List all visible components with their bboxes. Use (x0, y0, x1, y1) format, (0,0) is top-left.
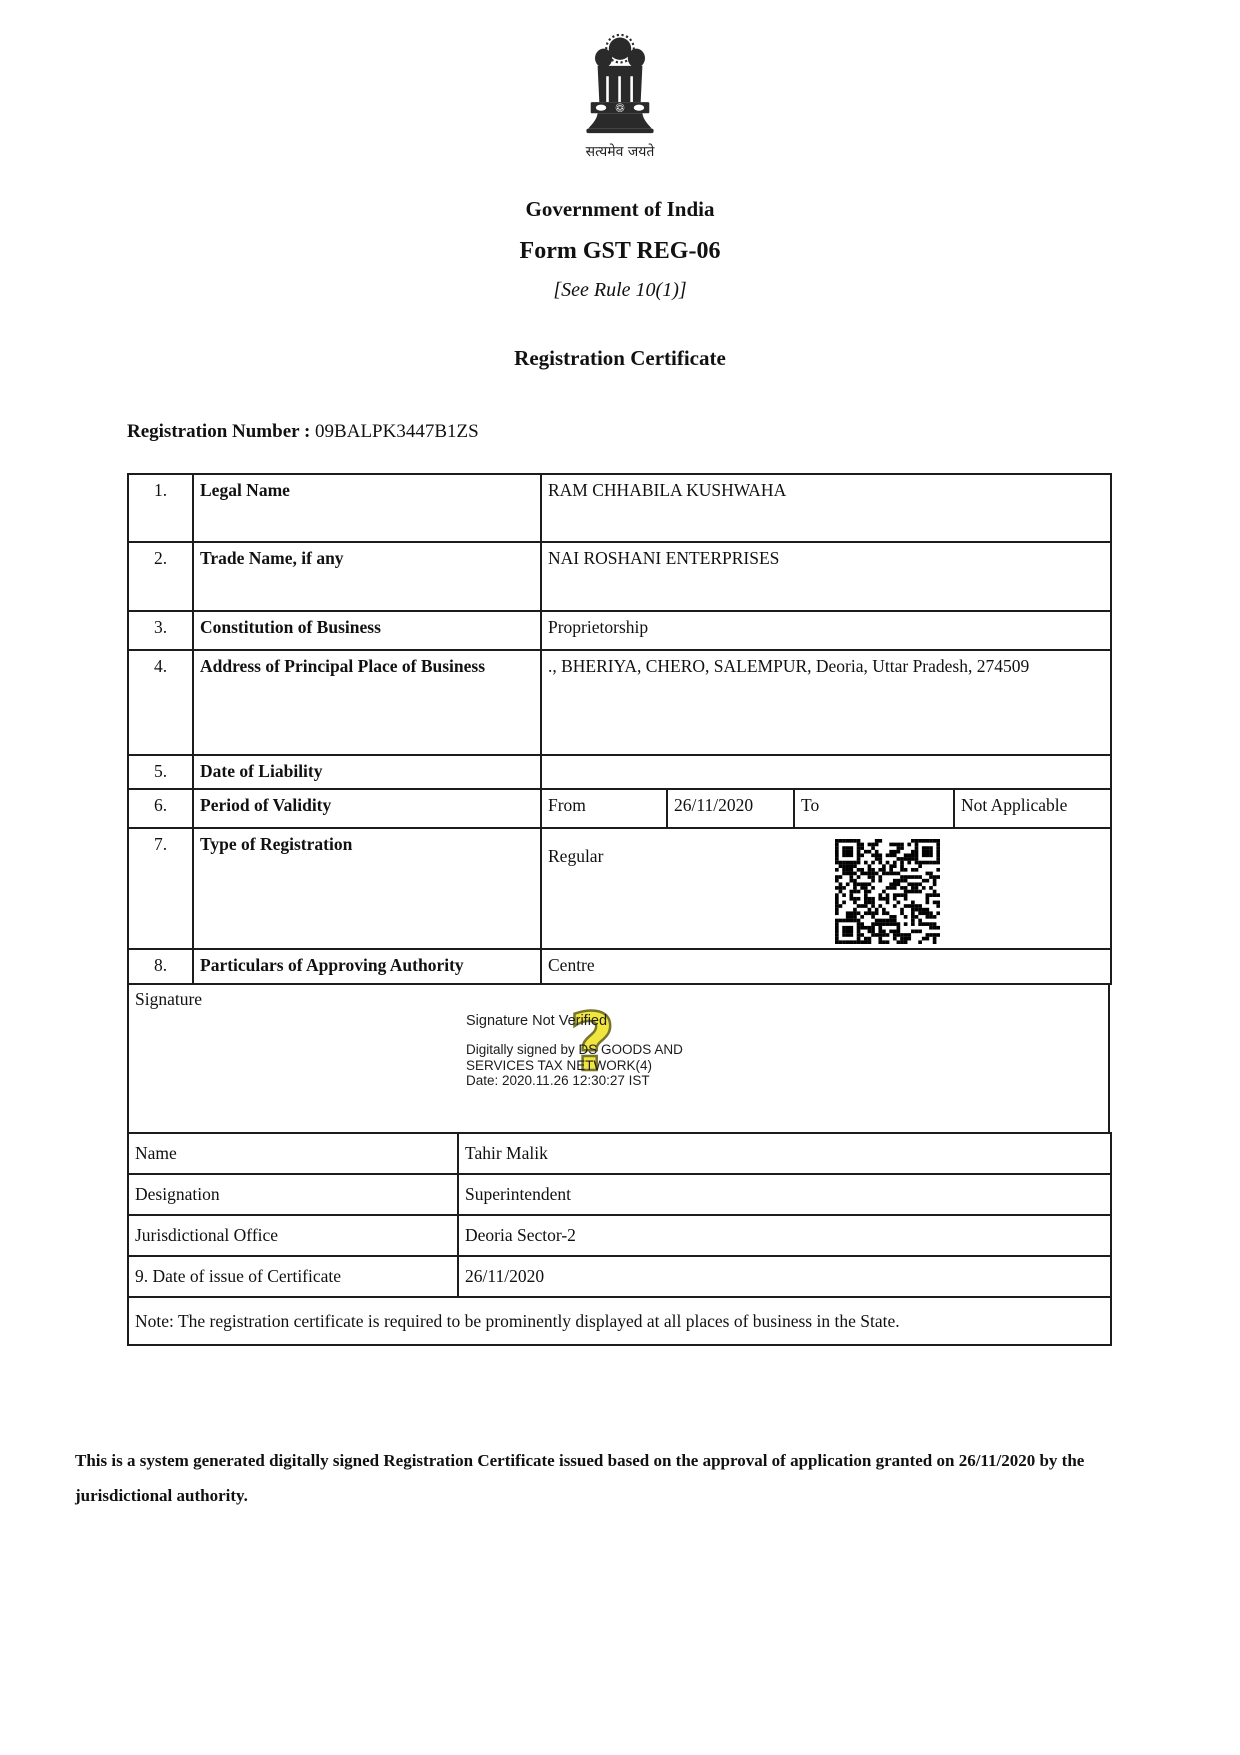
table-row (128, 1215, 1111, 1256)
validity-to-date: Not Applicable (954, 789, 1111, 828)
authority-value: Superintendent (458, 1174, 1111, 1215)
registration-type-value: Regular (548, 846, 604, 866)
rule-reference: [See Rule 10(1)] (553, 279, 687, 301)
government-title: Government of India (525, 197, 715, 221)
table-row (128, 1256, 1111, 1297)
row-value: Proprietorship (541, 611, 1111, 650)
row-value (541, 755, 1111, 789)
table-row (128, 611, 1111, 650)
note-text: Note: The registration certificate is required to be prominently displayed at all places of business in the State. (128, 1297, 1111, 1345)
row-label: Type of Registration (193, 828, 541, 949)
table-row (128, 1133, 1111, 1174)
certificate-title: Registration Certificate (514, 346, 726, 370)
row-label: Trade Name, if any (193, 542, 541, 611)
row-number: 1. (128, 474, 193, 542)
row-number: 6. (128, 789, 193, 828)
row-number: 4. (128, 650, 193, 755)
row-number: 7. (128, 828, 193, 949)
row-value-cell (541, 828, 1111, 949)
emblem-of-india-icon (574, 28, 666, 140)
registration-number-label: Registration Number : (127, 421, 311, 442)
row-value: RAM CHHABILA KUSHWAHA (541, 474, 1111, 542)
table-row (128, 542, 1111, 611)
row-label: Constitution of Business (193, 611, 541, 650)
row-label: Date of Liability (193, 755, 541, 789)
validity-to-label: To (794, 789, 954, 828)
row-value: Centre (541, 949, 1111, 984)
row-number: 8. (128, 949, 193, 984)
authority-value: 26/11/2020 (458, 1256, 1111, 1297)
certificate-main-table (127, 473, 1112, 985)
approving-authority-table (127, 1132, 1112, 1346)
row-value: NAI ROSHANI ENTERPRISES (541, 542, 1111, 611)
authority-label: Jurisdictional Office (128, 1215, 458, 1256)
digital-signature-stamp (466, 1013, 683, 1089)
row-value: ., BHERIYA, CHERO, SALEMPUR, Deoria, Uttar Pradesh, 274509 (541, 650, 1111, 755)
stamp-status-text: Signature Not Verified (466, 1013, 608, 1029)
form-number-title: Form GST REG-06 (519, 238, 721, 264)
row-label: Address of Principal Place of Business (193, 650, 541, 755)
footer-statement: This is a system generated digitally signed Registration Certificate issued based on the approval of application granted on 26/11/2020 by the jurisdictional authority. (75, 1451, 1085, 1505)
table-row-period-of-validity (128, 789, 1111, 828)
row-number: 5. (128, 755, 193, 789)
stamp-signer-text-1: Digitally signed by DS GOODS AND (466, 1042, 683, 1057)
table-row (128, 949, 1111, 984)
registration-number-line (127, 421, 1240, 443)
note-row (128, 1297, 1111, 1345)
row-number: 2. (128, 542, 193, 611)
document-header (0, 0, 1240, 371)
table-row (128, 1174, 1111, 1215)
authority-label: Name (128, 1133, 458, 1174)
authority-value: Tahir Malik (458, 1133, 1111, 1174)
emblem-motto: सत्यमेव जयते (585, 144, 655, 160)
table-row (128, 474, 1111, 542)
authority-label: 9. Date of issue of Certificate (128, 1256, 458, 1297)
table-row-type-of-registration (128, 828, 1111, 949)
row-label: Particulars of Approving Authority (193, 949, 541, 984)
qr-code-image (835, 839, 940, 944)
table-row (128, 650, 1111, 755)
table-row (128, 755, 1111, 789)
row-label: Legal Name (193, 474, 541, 542)
validity-from-label: From (541, 789, 667, 828)
row-number: 3. (128, 611, 193, 650)
validity-from-date: 26/11/2020 (667, 789, 794, 828)
stamp-date-text: Date: 2020.11.26 12:30:27 IST (466, 1073, 650, 1088)
registration-number-value: 09BALPK3447B1ZS (315, 421, 479, 442)
signature-row (127, 983, 1110, 1134)
digital-signature-question-mark-icon: ? (569, 996, 616, 1089)
authority-label: Designation (128, 1174, 458, 1215)
signature-label: Signature (135, 989, 203, 1009)
authority-value: Deoria Sector-2 (458, 1215, 1111, 1256)
row-label: Period of Validity (193, 789, 541, 828)
stamp-signer-text-2: SERVICES TAX NETWORK(4) (466, 1057, 653, 1073)
